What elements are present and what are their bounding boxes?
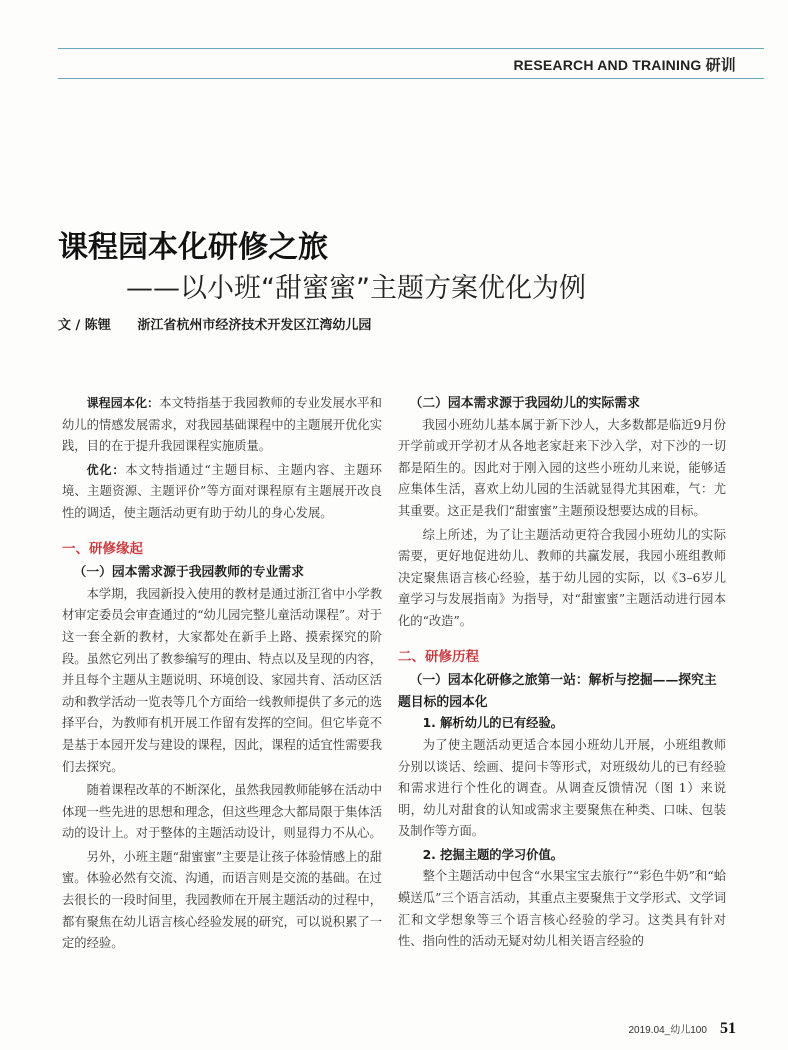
byline bbox=[58, 314, 393, 333]
keyword-term: 优化： bbox=[86, 462, 126, 477]
header-rule-bottom bbox=[58, 78, 764, 79]
article-title: 课程园本化研修之旅 bbox=[58, 230, 328, 265]
subsection-heading: （一）园本化研修之旅第一站：解析与挖掘——探究主题目标的园本化 bbox=[398, 673, 717, 710]
paragraph: 整个主题活动中包含“水果宝宝去旅行”“彩色牛奶”和“蛤蟆送瓜”三个语言活动，其重点主要聚焦于文学形式、文学词汇和文学想象等三个语言核心经验的学习。这类具有针对性、指向性的活动无疑对幼儿相关语言经验的 bbox=[398, 869, 726, 949]
paragraph: 我园小班幼儿基本属于新下沙人，大多数都是临近9月份开学前或开学初才从各地老家赶来下沙入学，对下沙的一切都是陌生的。因此对于刚入园的这些小班幼儿来说，能够适应集体生活，喜欢上幼儿园的生活就显得尤其困难，气：尤其重要。这正是我们“甜蜜蜜”主题预设想要达成的目标。 bbox=[398, 417, 726, 518]
header-rule-top bbox=[58, 48, 764, 49]
sub-subsection-heading: 1. 解析幼儿的已有经验。 bbox=[422, 716, 564, 731]
left-column bbox=[62, 393, 382, 957]
paragraph: 另外，小班主题“甜蜜蜜”主要是让孩子体验情感上的甜蜜。体验必然有交流、沟通，而语言则是交流的基础。在过去很长的一段时间里，我园教师在开展主题活动的过程中，都有聚焦在幼儿语言核心经验发展的研究，可以说积累了一定的经验。 bbox=[62, 849, 382, 951]
page-footer bbox=[629, 1018, 737, 1038]
keyword-definition bbox=[62, 393, 382, 458]
affiliation: 浙江省杭州市经济技术开发区江湾幼儿园 bbox=[137, 318, 372, 333]
page-number: 51 bbox=[720, 1020, 736, 1037]
keyword-text: 本文特指通过“主题目标、主题内容、主题环境、主题资源、主题评价”等方面对课程原有主题展开改良性的调适，使主题活动更有助于幼儿的身心发展。 bbox=[62, 462, 382, 520]
subsection-heading: （一）园本需求源于我园教师的专业需求 bbox=[73, 565, 304, 581]
keyword-term: 课程园本化： bbox=[86, 396, 160, 410]
subsection-heading: （二）园本需求源于我园幼儿的实际需求 bbox=[409, 396, 640, 411]
column-label-cn: 研训 bbox=[705, 56, 736, 74]
column-header bbox=[513, 54, 736, 75]
paragraph: 综上所述，为了让主题活动更符合我园小班幼儿的实际需要，更好地促进幼儿、教师的共赢发展，我园小班组教师决定聚焦语言核心经验，基于幼儿园的实际，以《3–6岁儿童学习与发展指南》为指导，对“甜蜜蜜”主题活动进行园本化的“改造”。 bbox=[398, 527, 726, 628]
keyword-definition bbox=[62, 460, 382, 525]
paragraph: 本学期，我园新投入使用的教材是通过浙江省中小学教材审定委员会审查通过的“幼儿园完整儿童活动课程”。对于这一套全新的教材，大家都处在新手上路、摸索探究的阶段。虽然它列出了教参编写的理由、特点以及呈现的内容，并且每个主题从主题说明、环境创设、家园共育、活动区活动和教学活动一览表等几个方面给一线教师提供了多元的选择平台，为教师有机开展工作留有发挥的空间。但它毕竟不是基于本园开发与建设的课程，因此，课程的适宜性需要我们去探究。 bbox=[62, 586, 382, 774]
right-column bbox=[398, 393, 726, 955]
keyword-text: 本文特指基于我园教师的专业发展水平和幼儿的情感发展需求，对我园基础课程中的主题展开优化实践，目的在于提升我园课程实施质量。 bbox=[62, 396, 382, 454]
issue-label: 2019.04_幼儿100 bbox=[628, 1025, 707, 1036]
section-heading: 一、研修缘起 bbox=[62, 540, 143, 557]
paragraph: 为了使主题活动更适合本园小班幼儿开展，小班组教师分别以谈话、绘画、提问卡等形式，对班级幼儿的已有经验和需求进行个性化的调查。从调查反馈情况（图 1）来说明，幼儿对甜食的认知或需求主要聚焦在种类、口味、包装及制作等方面。 bbox=[398, 737, 726, 839]
paragraph: 随着课程改革的不断深化，虽然我园教师能够在活动中体现一些先进的思想和理念，但这些理念大都局限于集体活动的设计上。对于整体的主题活动设计，则显得力不从心。 bbox=[62, 783, 382, 841]
author: 文 / 陈锂 bbox=[58, 318, 111, 333]
section-heading: 二、研修历程 bbox=[398, 648, 479, 665]
article-subtitle: ——以小班“甜蜜蜜”主题方案优化为例 bbox=[126, 273, 586, 304]
sub-subsection-heading: 2. 挖掘主题的学习价值。 bbox=[422, 847, 564, 862]
column-label-en: RESEARCH AND TRAINING bbox=[513, 57, 702, 73]
